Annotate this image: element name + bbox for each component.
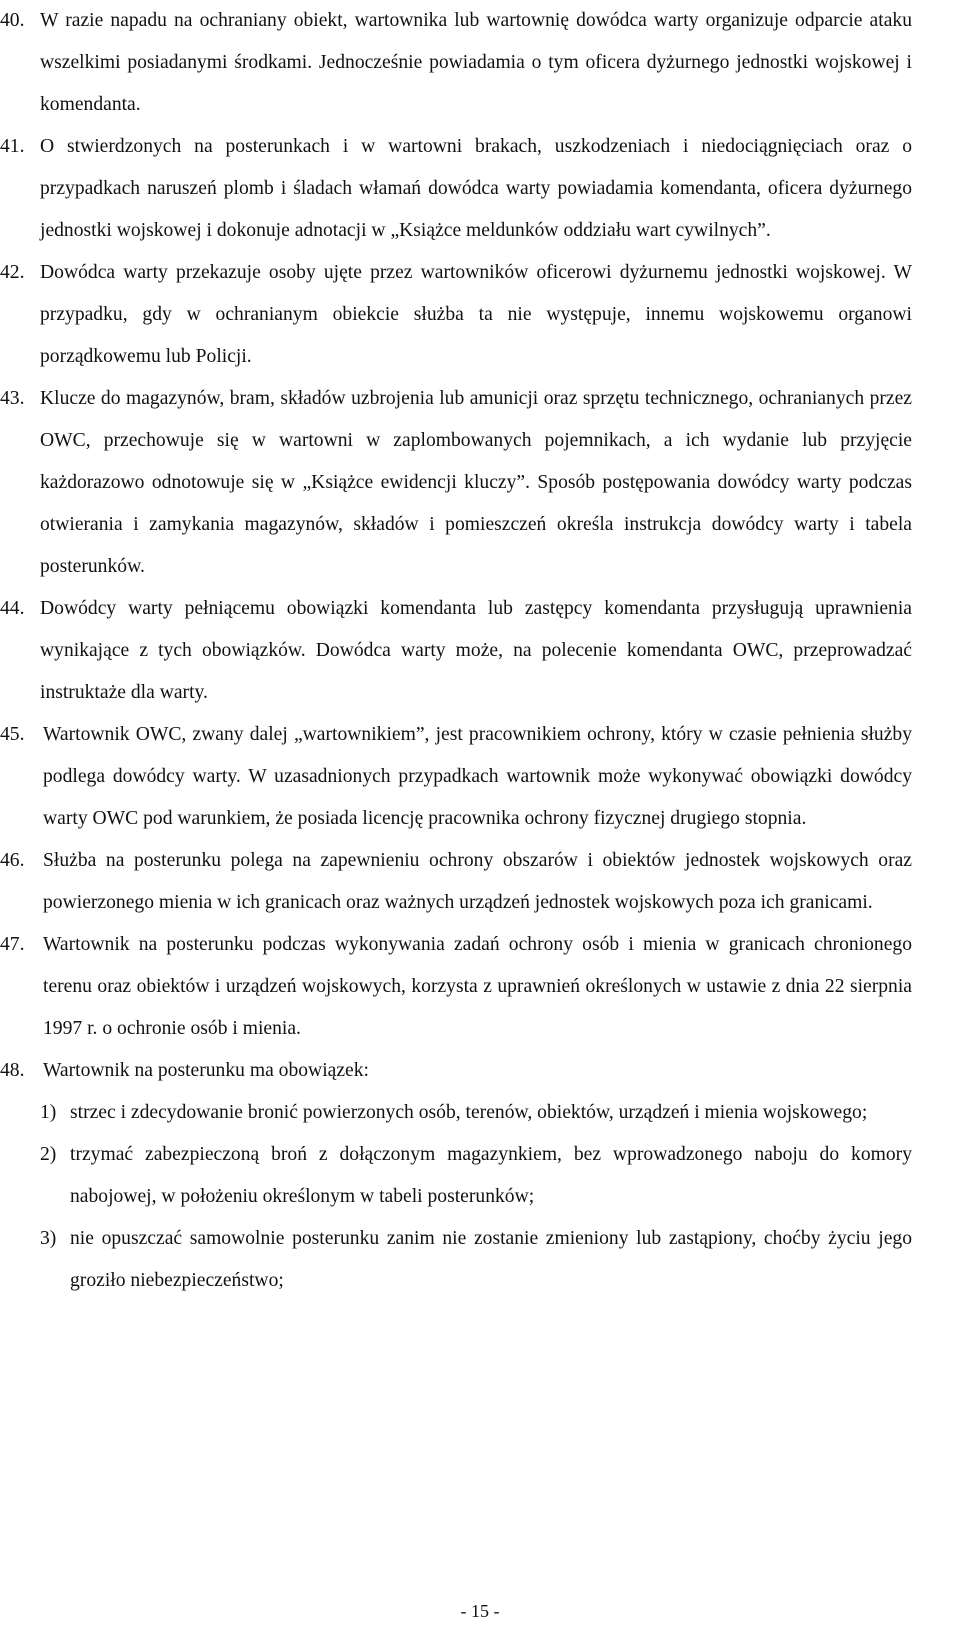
- paragraph-number: 46.: [0, 850, 25, 871]
- paragraph-41: [0, 126, 912, 252]
- paragraph-46: [0, 840, 912, 924]
- paragraph-text: O stwierdzonych na posterunkach i w wartowni brakach, uszkodzeniach i niedociągnięciach oraz o przypadkach naruszeń plomb i śladach włamań dowódca warty powiadamia komendanta, oficera dyżurnego jednostki wojskowej i dokonuje adnotacji w „Książce meldunków oddziału wart cywilnych”.: [40, 136, 912, 241]
- paragraph-44: [0, 588, 912, 714]
- paragraph-number: 48.: [0, 1060, 25, 1081]
- paragraph-number: 41.: [0, 136, 25, 157]
- list-item-2: [0, 1134, 912, 1218]
- paragraph-40: [0, 0, 912, 126]
- list-item-number: 1): [40, 1102, 57, 1123]
- paragraph-text: Wartownik na posterunku ma obowiązek:: [43, 1060, 369, 1081]
- paragraph-text: W razie napadu na ochraniany obiekt, wartownika lub wartownię dowódca warty organizuje odparcie ataku wszelkimi posiadanymi środkami. Jednocześnie powiadamia o tym oficera dyżurnego jednostki wojskowej i komendanta.: [40, 10, 912, 115]
- paragraph-number: 42.: [0, 262, 25, 283]
- list-item-3: [0, 1218, 912, 1302]
- list-item-number: 3): [40, 1228, 57, 1249]
- paragraph-text: Dowódcy warty pełniącemu obowiązki komendanta lub zastępcy komendanta przysługują uprawnienia wynikające z tych obowiązków. Dowódca warty może, na polecenie komendanta OWC, przeprowadzać instruktaże dla warty.: [40, 598, 912, 703]
- paragraph-text: Wartownik OWC, zwany dalej „wartownikiem”, jest pracownikiem ochrony, który w czasie pełnienia służby podlega dowódcy warty. W uzasadnionych przypadkach wartownik może wykonywać obowiązki dowódcy warty OWC pod warunkiem, że posiada licencję pracownika ochrony fizycznej drugiego stopnia.: [43, 724, 912, 829]
- paragraph-47: [0, 924, 912, 1050]
- paragraph-number: 40.: [0, 10, 25, 31]
- list-item-text: trzymać zabezpieczoną broń z dołączonym magazynkiem, bez wprowadzonego naboju do komory nabojowej, w położeniu określonym w tabeli posterunków;: [70, 1144, 912, 1207]
- paragraph-43: [0, 378, 912, 588]
- paragraph-text: Służba na posterunku polega na zapewnieniu ochrony obszarów i obiektów jednostek wojskowych oraz powierzonego mienia w ich granicach oraz ważnych urządzeń jednostek wojskowych poza ich granicami.: [43, 850, 912, 913]
- paragraph-text: Wartownik na posterunku podczas wykonywania zadań ochrony osób i mienia w granicach chronionego terenu oraz obiektów i urządzeń wojskowych, korzysta z uprawnień określonych w ustawie z dnia 22 sierpnia 1997 r. o ochronie osób i mienia.: [43, 934, 912, 1039]
- paragraph-text: Klucze do magazynów, bram, składów uzbrojenia lub amunicji oraz sprzętu technicznego, ochranianych przez OWC, przechowuje się w wartowni w zaplombowanych pojemnikach, a ich wydanie lub przyjęcie każdorazowo odnotowuje się w „Książce ewidencji kluczy”. Sposób postępowania dowódcy warty podczas otwierania i zamykania magazynów, składów i pomieszczeń określa instrukcja dowódcy warty i tabela posterunków.: [40, 388, 912, 577]
- page-number: - 15 -: [460, 1601, 500, 1621]
- list-item-1: [0, 1092, 912, 1134]
- paragraph-number: 45.: [0, 724, 25, 745]
- paragraph-text: Dowódca warty przekazuje osoby ujęte przez wartowników oficerowi dyżurnemu jednostki wojskowej. W przypadku, gdy w ochranianym obiekcie służba ta nie występuje, innemu wojskowemu organowi porządkowemu lub Policji.: [40, 262, 912, 367]
- list-item-number: 2): [40, 1144, 57, 1165]
- paragraph-number: 44.: [0, 598, 25, 619]
- paragraph-45: [0, 714, 912, 840]
- paragraph-42: [0, 252, 912, 378]
- paragraph-48: [0, 1050, 912, 1092]
- list-item-text: nie opuszczać samowolnie posterunku zanim nie zostanie zmieniony lub zastąpiony, choćby życiu jego groziło niebezpieczeństwo;: [70, 1228, 912, 1291]
- paragraph-number: 47.: [0, 934, 25, 955]
- paragraph-number: 43.: [0, 388, 25, 409]
- list-item-text: strzec i zdecydowanie bronić powierzonych osób, terenów, obiektów, urządzeń i mienia wojskowego;: [70, 1102, 868, 1123]
